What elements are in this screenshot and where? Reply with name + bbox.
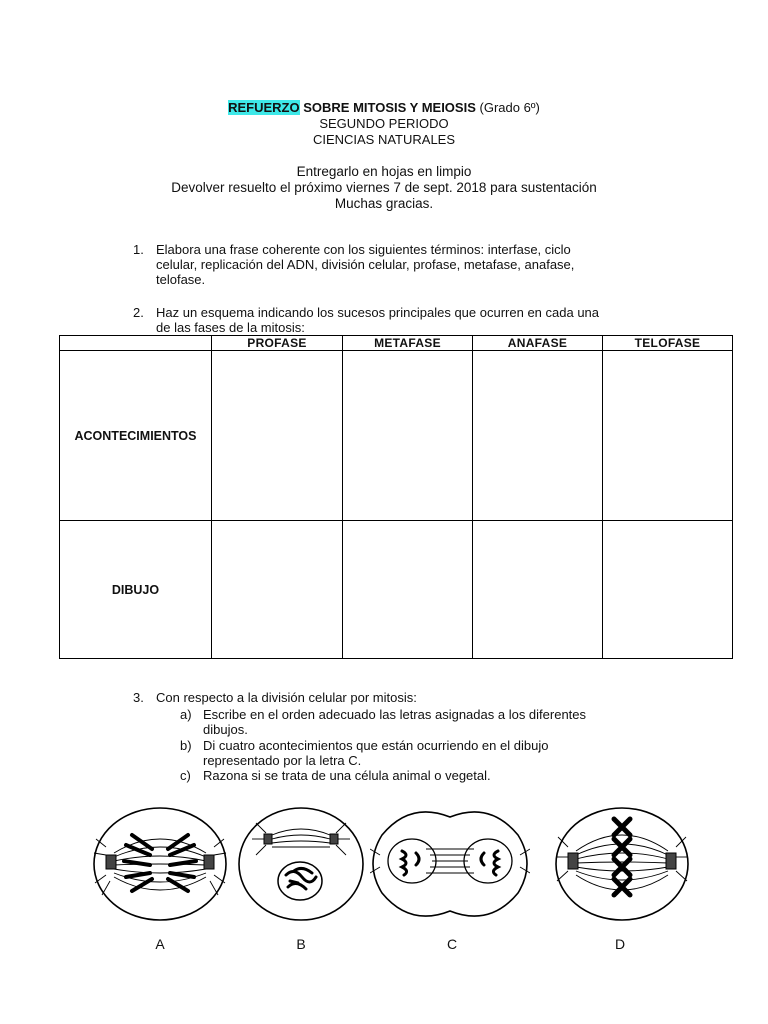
answer-cell[interactable] <box>212 351 343 521</box>
instruction-line-2: Devolver resuelto el próximo viernes 7 de sept. 2018 para sustentación <box>171 180 597 195</box>
title-text: SOBRE MITOSIS Y MEIOSIS <box>299 100 476 115</box>
cell-drawing-d <box>554 805 690 923</box>
cell-drawing-a <box>92 805 228 923</box>
column-header-anafase: ANAFASE <box>473 336 603 351</box>
instruction-line-3: Muchas gracias. <box>334 196 434 211</box>
question-number: 1. <box>133 242 144 257</box>
figure-label-b: B <box>296 936 306 952</box>
column-header-profase: PROFASE <box>212 336 343 351</box>
figure-label-a: A <box>155 936 165 952</box>
instruction-line-1: Entregarlo en hojas en limpio <box>296 164 472 179</box>
worksheet-header <box>0 100 768 148</box>
answer-cell[interactable] <box>473 351 603 521</box>
question-line: Con respecto a la división celular por mitosis: <box>156 690 417 705</box>
figure-label-c: C <box>446 936 458 952</box>
table-header-empty <box>60 336 212 351</box>
table-row <box>60 351 733 521</box>
title-line <box>0 100 768 116</box>
row-header-acontecimientos: ACONTECIMIENTOS <box>60 351 212 521</box>
question-number: 3. <box>133 690 144 705</box>
drawing-cell[interactable] <box>343 521 473 659</box>
subquestion-line: Razona si se trata de una célula animal o vegetal. <box>203 768 491 783</box>
subject-line: CIENCIAS NATURALES <box>312 132 456 147</box>
question-line: telofase. <box>156 272 206 287</box>
subquestion-letter: c) <box>180 768 191 783</box>
period-line: SEGUNDO PERIODO <box>319 116 449 131</box>
subquestion-line: dibujos. <box>203 722 248 737</box>
grade-text: (Grado 6º) <box>475 100 540 115</box>
mitosis-phases-table <box>59 335 733 659</box>
table-row <box>60 521 733 659</box>
subquestion-letter: a) <box>180 707 192 722</box>
cell-drawing-b <box>236 805 366 923</box>
instructions <box>0 164 768 212</box>
question-line: celular, replicación del ADN, división celular, profase, metafase, anafase, <box>156 257 575 272</box>
subquestion-line: representado por la letra C. <box>203 753 362 768</box>
column-header-telofase: TELOFASE <box>603 336 733 351</box>
row-header-dibujo: DIBUJO <box>60 521 212 659</box>
answer-cell[interactable] <box>603 351 733 521</box>
drawing-cell[interactable] <box>603 521 733 659</box>
figure-label-d: D <box>614 936 626 952</box>
column-header-metafase: METAFASE <box>343 336 473 351</box>
question-line: de las fases de la mitosis: <box>156 320 305 335</box>
question-line: Haz un esquema indicando los sucesos principales que ocurren en cada una <box>156 305 600 320</box>
drawing-cell[interactable] <box>212 521 343 659</box>
question-line: Elabora una frase coherente con los siguientes términos: interfase, ciclo <box>156 242 571 257</box>
subquestion-line: Escribe en el orden adecuado las letras asignadas a los diferentes <box>203 707 587 722</box>
table-header-row <box>60 336 733 351</box>
subquestion-line: Di cuatro acontecimientos que están ocurriendo en el dibujo <box>203 738 549 753</box>
cell-drawing-c <box>370 805 530 923</box>
subquestion-letter: b) <box>180 738 192 753</box>
question-number: 2. <box>133 305 144 320</box>
highlighted-word: REFUERZO <box>228 100 300 115</box>
drawing-cell[interactable] <box>473 521 603 659</box>
answer-cell[interactable] <box>343 351 473 521</box>
